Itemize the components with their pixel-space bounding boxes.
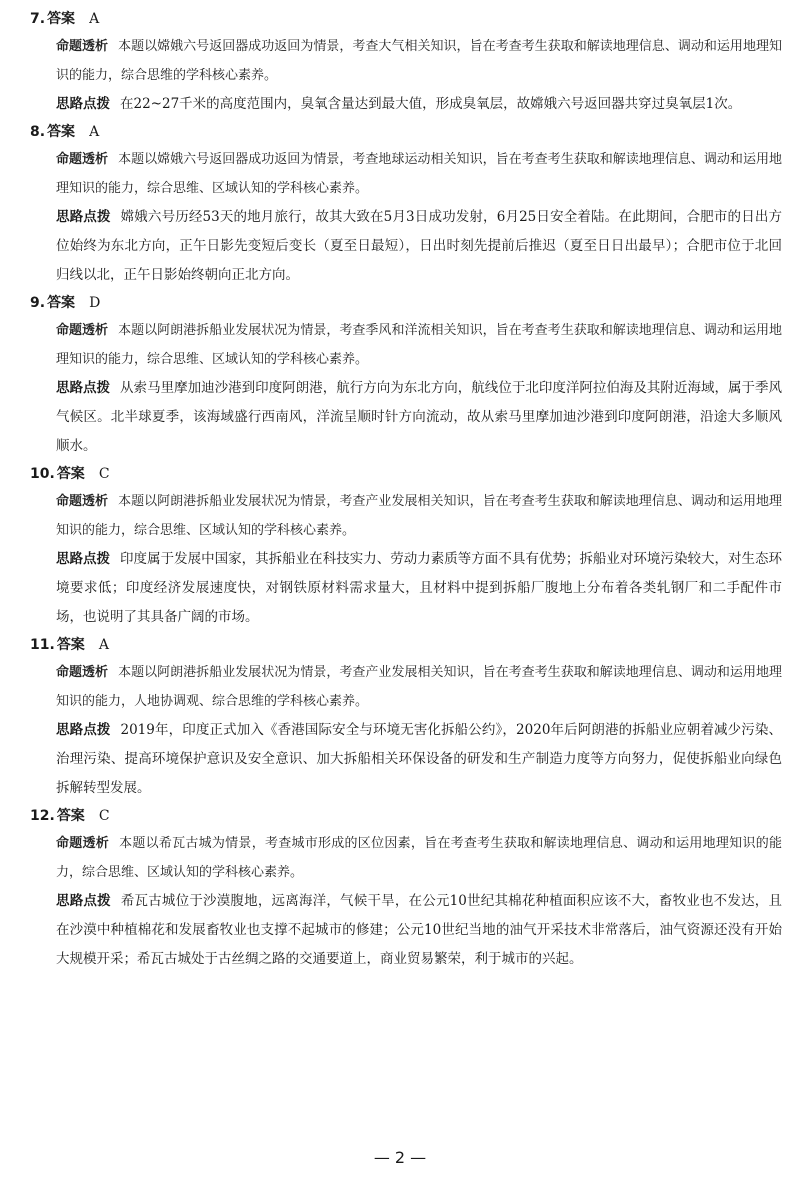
page-number: — 2 — [373,1148,427,1167]
answer-value: A [89,11,100,27]
hint-block [56,716,782,803]
hint-text: 嫦娥六号历经53天的地月旅行，故其大致在5月3日成功发射，6月25日安全着陆。在此期间，合肥市的日出方位始终为东北方向，正午日影先变短后变长（夏至日最短），日出时刻先提前后推迟（夏至日日出最早）；合肥市位于北回归线以北，正午日影始终朝向正北方向。 [56,209,783,283]
answer-line [30,461,782,487]
analysis-block [56,829,782,887]
hint-label: 思路点拨 [56,551,111,567]
analysis-label: 命题透析 [56,152,109,167]
question-number: 7. [30,11,46,27]
hint-text: 希瓦古城位于沙漠腹地，远离海洋，气候干旱，在公元10世纪其棉花种植面积应该不大，畜牧业也不发达，且在沙漠中种植棉花和发展畜牧业也支撑不起城市的修建；公元10世纪当地的油气开采技术非常落后，油气资源还没有开始大规模开采；希瓦古城处于古丝绸之路的交通要道上，商业贸易繁荣，利于城市的兴起。 [56,893,782,967]
question-number: 9. [30,295,46,311]
analysis-block [56,487,782,545]
answer-value: A [98,637,109,653]
answer-value: C [98,466,110,482]
answer-line [30,632,782,658]
answer-value: D [89,295,101,311]
answer-label: 答案 [56,637,85,653]
analysis-label: 命题透析 [56,836,110,851]
analysis-text: 本题以阿朗港拆船业发展状况为情景，考查产业发展相关知识，旨在考查考生获取和解读地理信息、调动和运用地理知识的能力，综合思维、区域认知的学科核心素养。 [56,494,782,538]
analysis-text: 本题以阿朗港拆船业发展状况为情景，考查季风和洋流相关知识，旨在考查考生获取和解读地理信息、调动和运用地理知识的能力，综合思维、区域认知的学科核心素养。 [56,323,782,367]
answer-label: 答案 [56,808,85,824]
hint-block [56,374,782,461]
hint-block [56,90,782,119]
analysis-block [56,32,782,90]
analysis-block [56,316,782,374]
hint-label: 思路点拨 [56,893,111,909]
answer-label: 答案 [47,124,76,140]
answer-value: C [98,808,110,824]
answer-label: 答案 [47,295,76,311]
hint-label: 思路点拨 [56,209,111,225]
hint-block [56,887,782,974]
hint-text: 在22~27千米的高度范围内，臭氧含量达到最大值，形成臭氧层，故嫦娥六号返回器共穿过臭氧层1次。 [120,96,742,112]
question-number: 8. [30,124,46,140]
analysis-text: 本题以阿朗港拆船业发展状况为情景，考查产业发展相关知识，旨在考查考生获取和解读地理信息、调动和运用地理知识的能力，人地协调观、综合思维的学科核心素养。 [56,665,782,709]
hint-label: 思路点拨 [56,96,110,112]
analysis-label: 命题透析 [56,323,109,338]
hint-text: 从索马里摩加迪沙港到印度阿朗港，航行方向为东北方向，航线位于北印度洋阿拉伯海及其附近海域，属于季风气候区。北半球夏季，该海域盛行西南风，洋流呈顺时针方向流动，故从索马里摩加迪沙港到印度阿朗港，沿途大多顺风顺水。 [56,380,783,454]
question-number: 12. [30,808,55,824]
analysis-block [56,145,782,203]
analysis-label: 命题透析 [56,494,109,509]
question-8 [30,119,782,290]
answer-line [30,290,782,316]
question-9 [30,290,782,461]
hint-text: 印度属于发展中国家，其拆船业在科技实力、劳动力素质等方面不具有优势；拆船业对环境污染较大，对生态环境要求低；印度经济发展速度快，对钢铁原材料需求量大，且材料中提到拆船厂腹地上分布着各类轧钢厂和二手配件市场，也说明了其具备广阔的市场。 [56,551,783,625]
answer-line [30,6,782,32]
answer-label: 答案 [47,11,76,27]
analysis-text: 本题以希瓦古城为情景，考查城市形成的区位因素，旨在考查考生获取和解读地理信息、调动和运用地理知识的能力，综合思维、区域认知的学科核心素养。 [56,836,782,880]
question-11 [30,632,782,803]
hint-text: 2019年，印度正式加入《香港国际安全与环境无害化拆船公约》，2020年后阿朗港的拆船业应朝着减少污染、治理污染、提高环境保护意识及安全意识、加大拆船相关环保设备的研发和生产制造力度等方向努力，促使拆船业向绿色拆解转型发展。 [56,722,783,796]
answer-value: A [89,124,100,140]
analysis-block [56,658,782,716]
hint-block [56,545,782,632]
hint-label: 思路点拨 [56,380,111,396]
hint-label: 思路点拨 [56,722,111,738]
question-10 [30,461,782,632]
answer-line [30,119,782,145]
analysis-label: 命题透析 [56,39,109,54]
answer-page [30,6,782,974]
hint-block [56,203,782,290]
question-number: 11. [30,637,55,653]
analysis-text: 本题以嫦娥六号返回器成功返回为情景，考查地球运动相关知识，旨在考查考生获取和解读地理信息、调动和运用地理知识的能力，综合思维、区域认知的学科核心素养。 [56,152,782,196]
question-number: 10. [30,466,55,482]
analysis-label: 命题透析 [56,665,109,680]
analysis-text: 本题以嫦娥六号返回器成功返回为情景，考查大气相关知识，旨在考查考生获取和解读地理信息、调动和运用地理知识的能力，综合思维的学科核心素养。 [56,39,782,83]
question-12 [30,803,782,974]
answer-label: 答案 [56,466,85,482]
question-7 [30,6,782,119]
answer-line [30,803,782,829]
